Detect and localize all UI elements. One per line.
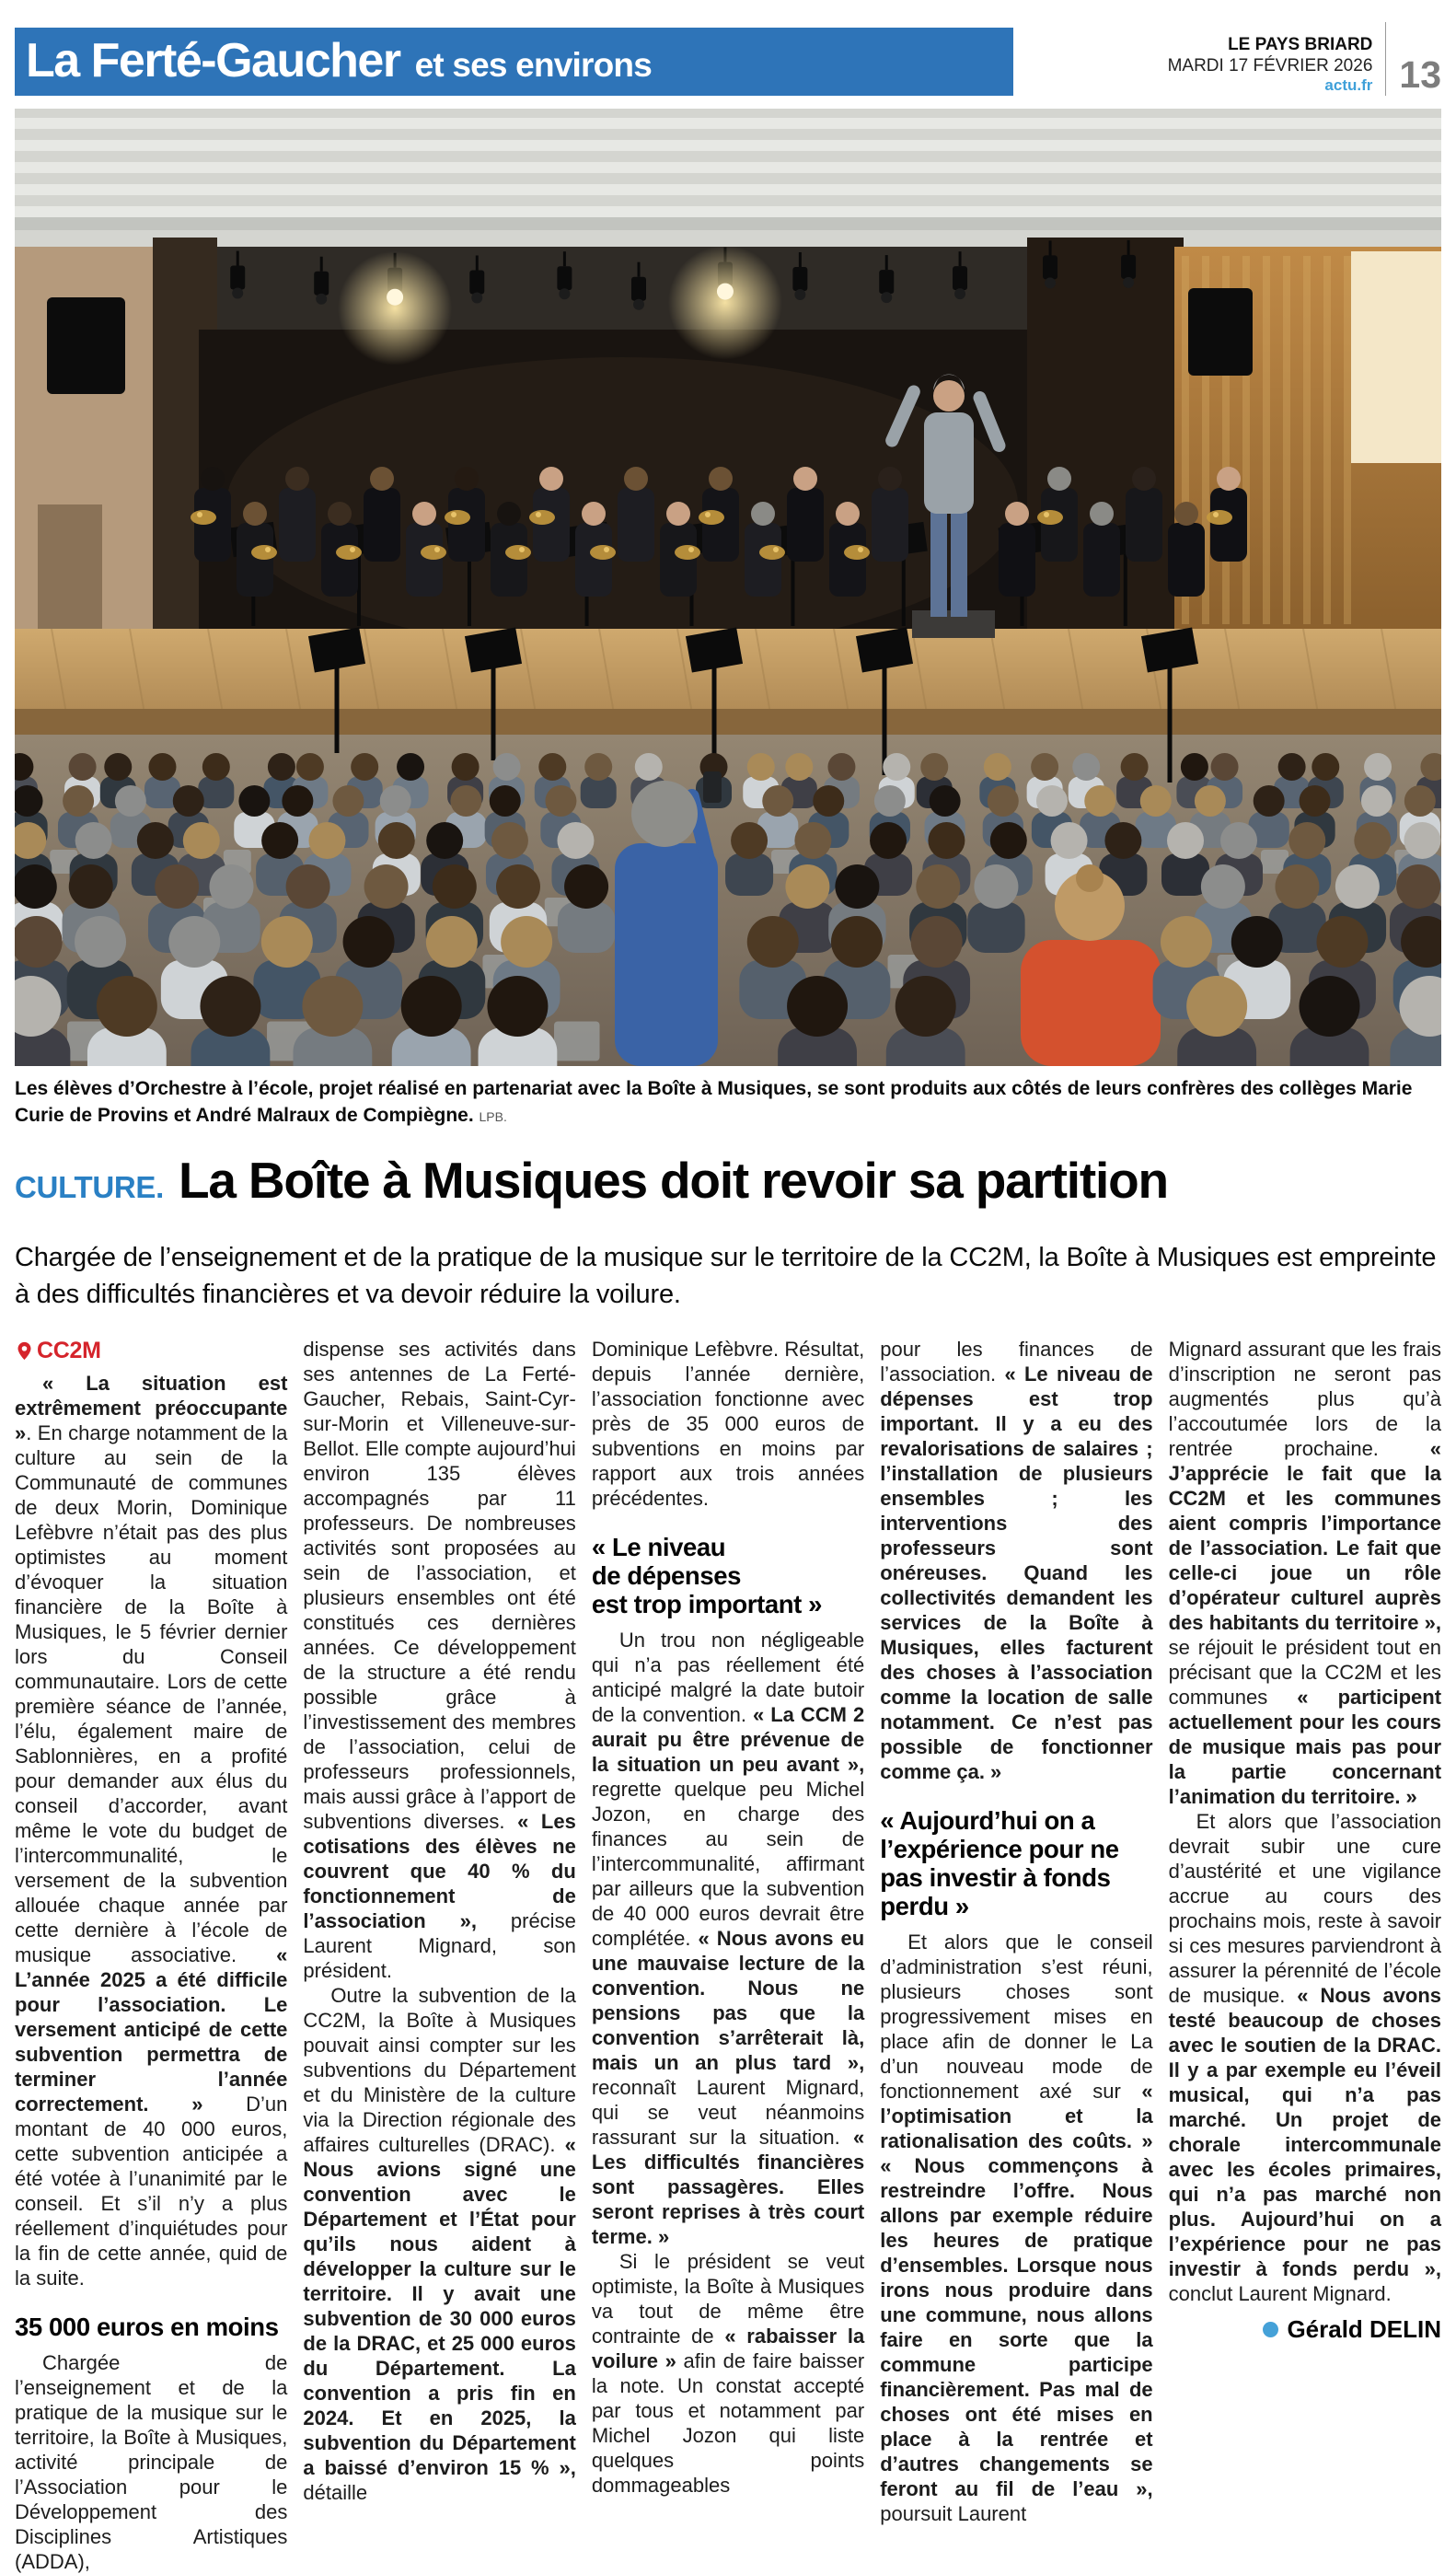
article-column-1 <box>15 1337 287 2574</box>
article-column-3 <box>592 1337 864 2574</box>
caption-text: Les élèves d’Orchestre à l’école, projet réalisé en partenariat avec la Boîte à Musiques, se sont produits aux côtés de leurs confrères des collèges Marie Curie de Provins et André Malraux de Compiègne. <box>15 1078 1413 1126</box>
byline <box>1169 2317 1441 2342</box>
lede: Chargée de l’enseignement et de la pratique de la musique sur le territoire de la CC2M, la Boîte à Musiques est empreinte à des difficultés financières et va devoir réduire la voilure. <box>15 1243 1437 1309</box>
site-label: actu.fr <box>1324 75 1373 94</box>
body-paragraph: dispense ses activités dans ses antennes de La Ferté-Gaucher, Rebais, Saint-Cyr-sur-Morin et Villeneuve-sur-Bellot. Elle compte aujourd’hui environ 135 élèves accompagnés par 11 professeurs. De nombreuses activités sont proposées au sein de l’association, et plusieurs ensembles ont été constitués ces dernières années. Ce développement de la structure a été rendu possible grâce à l’investissement des membres de l’association, celui de professeurs professionnels, mais aussi grâce à l’apport de subventions diverses. « Les cotisations des élèves ne couvrent que 40 % du fonctionnement de l’association », précise Laurent Mignard, son président. <box>303 1338 576 1982</box>
location-tag-label: CC2M <box>37 1338 101 1363</box>
publication-text <box>1168 35 1373 96</box>
article-photo <box>15 109 1441 1066</box>
section-subtitle: et ses environs <box>414 46 652 84</box>
article-column-2 <box>303 1337 575 2574</box>
body-paragraph: Mignard assurant que les frais d’inscription ne seront pas augmentés plus qu’à l’accoutumée lors de la rentrée prochaine. « J’apprécie le fait que la CC2M et les communes aient compris l’importance de l’association. Le fait que celle-ci joue un rôle d’opérateur culturel auprès des habitants du territoire », se réjouit le président tout en précisant que la CC2M et les communes « participent actuellement pour les cours de musique mais pas pour la partie concernant l’animation du territoire. » <box>1168 1338 1442 1808</box>
section-title: La Ferté-Gaucher <box>26 34 400 87</box>
page-header <box>15 28 1441 96</box>
page-number: 13 <box>1399 53 1441 96</box>
location-tag <box>15 1339 287 1363</box>
photo-credit: LPB. <box>479 1109 507 1124</box>
crosshead: 35 000 euros en moins <box>15 2313 279 2341</box>
byline-dot-icon <box>1263 2322 1278 2337</box>
author-name: Gérald DELIN <box>1287 2315 1442 2343</box>
body-paragraph: « La situation est extrêmement préoccupante ». En charge notamment de la culture au sein de la Communauté de communes de deux Morin, Dominique Lefèbvre n’était pas des plus optimistes au moment d’évoquer la situation financière de la Boîte à Musiques, le 5 février dernier lors du Conseil communautaire. Lors de cette première séance de l’année, l’élu, également maire de Sablonnières, en a profité pour demander aux élus du conseil d’accorder, avant même le vote du budget de l’intercommunalité, le versement de la subvention allouée chaque année par cette dernière à l’école de musique associative. « L’année 2025 a été difficile pour l’association. Le versement anticipé de cette subvention permettra de terminer l’année correctement. » D’un montant de 40 000 euros, cette subvention anticipée a été votée à l’unanimité par le conseil. Et s’il n’y a plus réellement d’inquiétudes pour la fin de cette année, quid de la suite. <box>15 1372 288 2290</box>
crosshead: « Le niveau de dépenses est trop important » <box>591 1533 823 1618</box>
body-paragraph: Et alors que l’association devrait subir une cure d’austérité et une vigilance accrue au cours des prochains mois, reste à savoir si ces mesures parviendront à assurer la pérennité de l’école de musique. « Nous avons testé beaucoup de choses avec le soutien de la DRAC. Il y a par exemple eu l’éveil musical, qui n’a pas marché. Un projet de chorale intercommunale avec les écoles primaires, qui n’a pas marché non plus. Aujourd’hui on a l’expérience pour ne pas investir à fonds perdu », conclut Laurent Mignard. <box>1168 1810 1442 2305</box>
crosshead: « Aujourd’hui on a l’expérience pour ne pas investir à fonds perdu » <box>880 1806 1119 1920</box>
publication-info <box>1013 28 1441 96</box>
headline <box>15 1153 1184 1215</box>
body-paragraph: pour les finances de l’association. « Le niveau de dépenses est trop important. Il y a eu des revalorisations de salaires ; l’installation de plusieurs ensembles ; les interventions des professeurs sont onéreuses. Quand les collectivités demandent les services de la Boîte à Musiques, elles facturent des choses à l’association comme la location de salle notamment. Ce n’est pas possible de fonctionner comme ça. » <box>880 1338 1153 1783</box>
header-divider <box>1385 22 1386 96</box>
photo-caption <box>15 1075 1441 1130</box>
body-paragraph: Chargée de l’enseignement et de la pratique de la musique sur le territoire, la Boîte à Musiques, activité principale de l’Association pour le Développement des Disciplines Artistiques (ADDA), <box>15 2351 288 2573</box>
newspaper-page <box>15 0 1441 2574</box>
body-paragraph: Un trou non négligeable qui n’a pas réellement été anticipé malgré la date butoir de la convention. « La CCM 2 aurait pu être prévenue de la situation un peu avant », regrette quelque peu Michel Jozon, en charge des finances au sein de l’intercommunalité, affirmant par ailleurs que la subvention de 40 000 euros devrait être complétée. « Nous avons eu une mauvaise lecture de la convention. Nous ne pensions pas que la convention s’arrêterait là, mais un an plus tard », reconnaît Laurent Mignard, qui se veut néanmoins rassurant sur la situation. « Les difficultés financières sont passagères. Elles seront reprises à très court terme. » <box>591 1629 865 2248</box>
article-column-4 <box>880 1337 1152 2574</box>
body-paragraph: Dominique Lefèbvre. Résultat, depuis l’année dernière, l’association fonctionne avec près de 35 000 euros de subventions en moins par rapport aux trois années précédentes. <box>591 1338 865 1510</box>
article-column-5 <box>1169 1337 1441 2574</box>
masthead: LE PAYS BRIARD <box>1228 35 1373 55</box>
body-paragraph: Et alors que le conseil d’administration s’est réuni, plusieurs choses sont progressivement mises en place afin de donner le La d’un nouveau mode de fonctionnement axé sur « l’optimisation et la rationalisation des coûts. » « Nous commençons à restreindre l’offre. Nous allons par exemple réduire les heures de pratique d’ensembles. Lorsque nous irons nous produire dans une commune, nous allons faire en sorte que la commune participe financièrement. Pas mal de choses ont été mises en place à la rentrée et d’autres changements se feront au fil de l’eau », poursuit Laurent <box>880 1930 1153 2525</box>
photo-scene <box>15 109 1441 1066</box>
kicker: CULTURE. <box>15 1170 164 1204</box>
location-pin-icon <box>15 1339 34 1363</box>
body-paragraph: Outre la subvention de la CC2M, la Boîte à Musiques pouvait ainsi compter sur les subventions du Département et du Ministère de la culture via la Direction régionale des affaires culturelles (DRAC). « Nous avions signé une convention avec le Département et l’État pour qu’ils nous aident à développer la culture sur le territoire. Il y avait une subvention de 30 000 euros de la DRAC, et 25 000 euros du Département. La convention a pris fin en 2024. Et en 2025, la subvention du Département a baissé d’environ 15 % », détaille <box>303 1984 576 2504</box>
article-columns <box>15 1337 1441 2574</box>
section-banner <box>15 28 1013 96</box>
issue-date: MARDI 17 FÉVRIER 2026 <box>1167 55 1373 75</box>
headline-text: La Boîte à Musiques doit revoir sa partition <box>178 1152 1168 1209</box>
body-paragraph: Si le président se veut optimiste, la Boîte à Musiques va tout de même être contrainte de « rabaisser la voilure » afin de faire baisser la note. Un constat accepté par tous et notamment par Michel Jozon qui liste quelques points dommageables <box>591 2250 865 2497</box>
